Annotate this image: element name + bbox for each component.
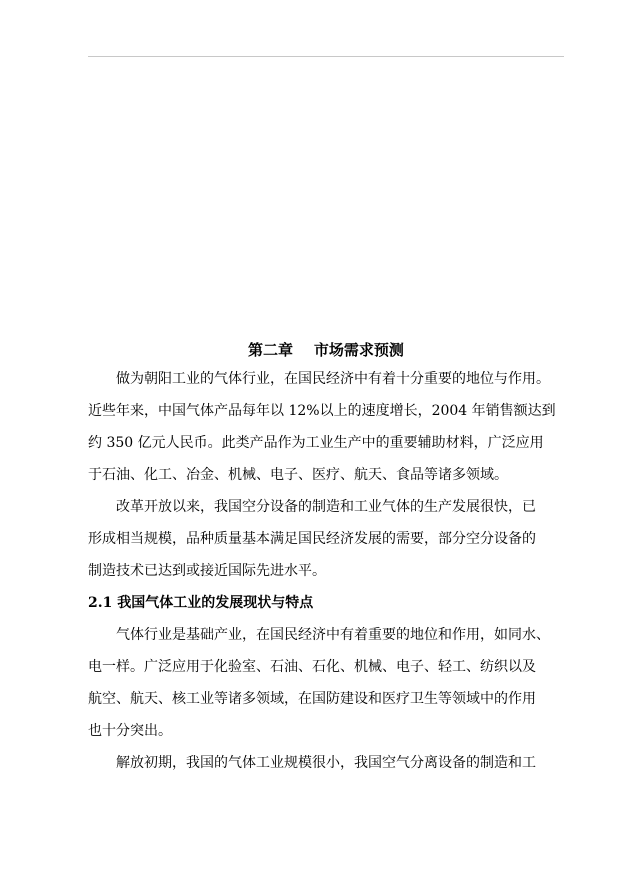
header-rule xyxy=(88,56,564,57)
text-line: 电一样。广泛应用于化验室、石油、石化、机械、电子、轻工、纺织以及 xyxy=(88,659,536,675)
text-line: 做为朝阳工业的气体行业，在国民经济中有着十分重要的地位与作用。 xyxy=(88,371,550,387)
paragraph xyxy=(88,491,564,587)
text-line: 气体行业是基础产业，在国民经济中有着重要的地位和作用，如同水、 xyxy=(88,627,550,643)
text-line: 改革开放以来，我国空分设备的制造和工业气体的生产发展很快，已 xyxy=(88,499,536,515)
text-line: 也十分突出。 xyxy=(88,723,172,739)
paragraph xyxy=(88,363,564,491)
text-line: 航空、航天、核工业等诸多领域，在国防建设和医疗卫生等领域中的作用 xyxy=(88,691,536,707)
text-line: 形成相当规模，品种质量基本满足国民经济发展的需要，部分空分设备的 xyxy=(88,531,536,547)
text-line: 约 350 亿元人民币。此类产品作为工业生产中的重要辅助材料，广泛应用 xyxy=(88,435,544,451)
chapter-title: 第二章 市场需求预测 xyxy=(248,341,404,359)
document-body xyxy=(88,337,564,779)
text-line: 近些年来，中国气体产品每年以 12%以上的速度增长，2004 年销售额达到 xyxy=(88,403,556,419)
text-line: 解放初期，我国的气体工业规模很小，我国空气分离设备的制造和工 xyxy=(88,755,536,771)
text-line: 制造技术已达到或接近国际先进水平。 xyxy=(88,563,326,579)
text-line: 于石油、化工、冶金、机械、电子、医疗、航天、食品等诸多领域。 xyxy=(88,467,508,483)
paragraph xyxy=(88,747,564,779)
section-heading: 2.1 我国气体工业的发展现状与特点 xyxy=(88,595,314,611)
paragraph xyxy=(88,619,564,747)
